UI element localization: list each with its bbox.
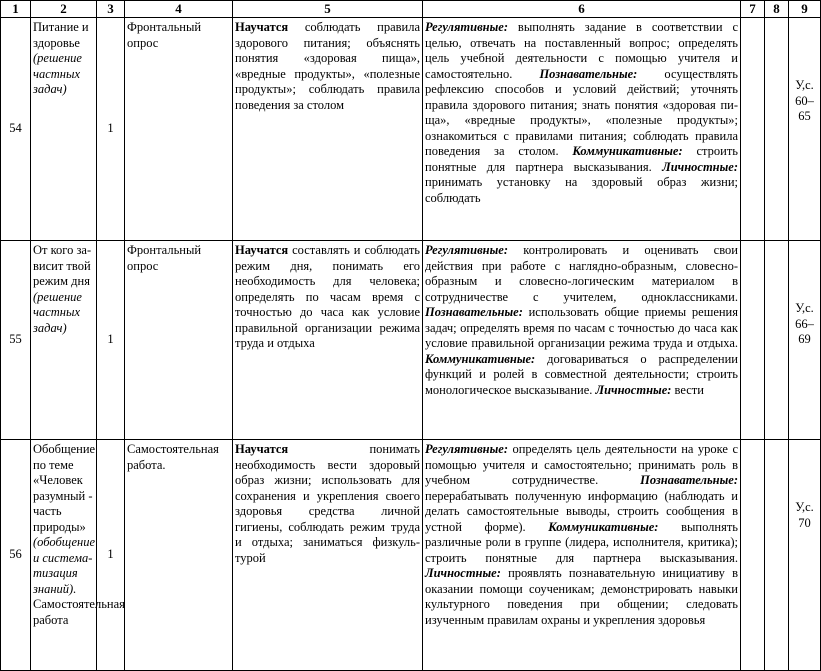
empty-cell <box>741 440 765 671</box>
goal-lead: Научатся <box>235 442 289 456</box>
uud-label: Регулятивные: <box>425 442 508 456</box>
uud-text: проявлять познавательную инициативу в оказании помощи соученикам; демонстрировать навыки культурного поведения при общении; следовать изученным правилам охраны и укрепления здоровья <box>425 566 738 627</box>
uud-text: перерабатывать полученную информацию (наблюдать и делать самостоятельные выводы, строить сообщения в устной форме). <box>425 488 738 534</box>
lesson-goal <box>233 440 423 671</box>
header-cell: 4 <box>125 1 233 18</box>
uud-label: Коммуникативные: <box>548 519 659 534</box>
empty-cell <box>765 440 789 671</box>
textbook-pages: У,с. 60–65 <box>789 18 821 241</box>
header-cell: 3 <box>97 1 125 18</box>
empty-cell <box>741 241 765 440</box>
uud-text: принимать установку на здоровый образ жизни; соблюдать <box>425 175 738 205</box>
topic-note: (обобщение и система-тизация знаний). <box>33 535 96 596</box>
textbook-pages: У,с. 66–69 <box>789 241 821 440</box>
uud-text: вести <box>671 382 704 397</box>
uud-text: строить понятные для партнера высказывания. <box>425 144 738 174</box>
empty-cell <box>741 18 765 241</box>
lesson-number: 56 <box>1 440 31 671</box>
uud-text: контролировать и оценивать свои действия при работе с наглядно-образным, словесно-образным и словесно-логическим материалом в сотрудничестве с учителем, одноклассниками. <box>425 243 738 304</box>
uud-label: Личностные: <box>425 566 501 580</box>
lesson-uud <box>423 241 741 440</box>
uud-label: Познавательные: <box>425 305 523 319</box>
lesson-goal <box>233 18 423 241</box>
uud-text: выполнять различные роли в группе (лидера, исполнителя, критика); строить понятные для партнера высказывания. <box>425 519 738 565</box>
uud-label: Личностные: <box>595 382 672 397</box>
lesson-number: 54 <box>1 18 31 241</box>
goal-text: составлять и соблюдать режим дня, понимать его необходимость для человека; определять по часам время с точностью до часа как условие правильной организации режима труда и отдыха <box>235 243 420 350</box>
lesson-hours: 1 <box>97 440 125 671</box>
header-cell: 6 <box>423 1 741 18</box>
lesson-form: Фронтальный опрос <box>125 18 233 241</box>
lesson-topic <box>31 18 97 241</box>
uud-label: Регулятивные: <box>425 20 508 34</box>
goal-text: соблюдать правила здорового питания; объяснять понятия «здоровая пища», «вредные продукты», «полезные продукты»; соблюдать правила поведения за столом <box>235 20 420 112</box>
topic-note: (решение частных задач) <box>33 289 82 335</box>
topic-main: Питание и здоровье <box>33 20 89 50</box>
uud-text: выполнять задание в соответствии с целью, отвечать на поставленный вопрос; определять цель учебной деятельности с помощью учителя и самостоятельно. <box>425 20 738 81</box>
header-cell: 1 <box>1 1 31 18</box>
header-cell: 8 <box>765 1 789 18</box>
uud-label: Познавательные: <box>640 473 738 487</box>
empty-cell <box>765 241 789 440</box>
header-cell: 5 <box>233 1 423 18</box>
lesson-number: 55 <box>1 241 31 440</box>
goal-lead: Научатся <box>235 243 289 257</box>
header-cell: 9 <box>789 1 821 18</box>
uud-text: определять цель деятельности на уроке с помощью учителя и самостоятельно; принимать роль в учебном сотрудничестве. <box>425 442 738 487</box>
lesson-form: Самостоятельная работа. <box>125 440 233 671</box>
topic-main: Обобщение по теме «Человек разумный - часть природы» <box>33 442 96 534</box>
topic-extra: Самостоятельная работа <box>33 597 125 627</box>
uud-text: договариваться о распределении функций и ролей в совместной деятельности; строить монологическое высказывание. <box>425 351 738 397</box>
table-row <box>1 241 821 440</box>
uud-label: Регулятивные: <box>425 243 508 257</box>
header-cell: 2 <box>31 1 97 18</box>
topic-note: (решение частных задач) <box>33 51 82 96</box>
textbook-pages: У,с. 70 <box>789 440 821 671</box>
lesson-goal <box>233 241 423 440</box>
goal-lead: Научатся <box>235 20 289 34</box>
uud-label: Коммуникативные: <box>572 144 683 158</box>
table-row <box>1 18 821 241</box>
topic-main: От кого за-висит твой режим дня <box>33 243 92 288</box>
lesson-uud <box>423 18 741 241</box>
header-cell: 7 <box>741 1 765 18</box>
empty-cell <box>765 18 789 241</box>
lesson-form: Фронтальный опрос <box>125 241 233 440</box>
uud-label: Коммуникативные: <box>425 351 536 366</box>
lesson-topic <box>31 440 125 671</box>
table-row <box>1 440 821 671</box>
lesson-topic <box>31 241 97 440</box>
uud-label: Познавательные: <box>539 66 638 81</box>
header-row <box>1 1 821 18</box>
lesson-hours: 1 <box>97 18 125 241</box>
goal-text: понимать необходимость вести здоровый образ жизни; использовать для сохранения и укрепления своего здоровья средства личной гигиены, соблюдать режим труда и отдыха; заниматься физкуль-турой <box>235 442 420 565</box>
uud-label: Личностные: <box>662 159 738 174</box>
uud-text: осуществлять рефлексию способов и условий действий; уточнять правила здорового питания; знать понятия «здоровая пи-ща», «вредные продукты», «полезные продукты»; ознакомиться с правилами питания; соблюдать правила поведения за столом. <box>425 66 739 158</box>
lesson-hours: 1 <box>97 241 125 440</box>
uud-text: использовать общие приемы решения задач; определять время по часам с точностью до часа как условие правильной организации режима труда и отдыха. <box>425 305 738 350</box>
lesson-uud <box>423 440 741 671</box>
